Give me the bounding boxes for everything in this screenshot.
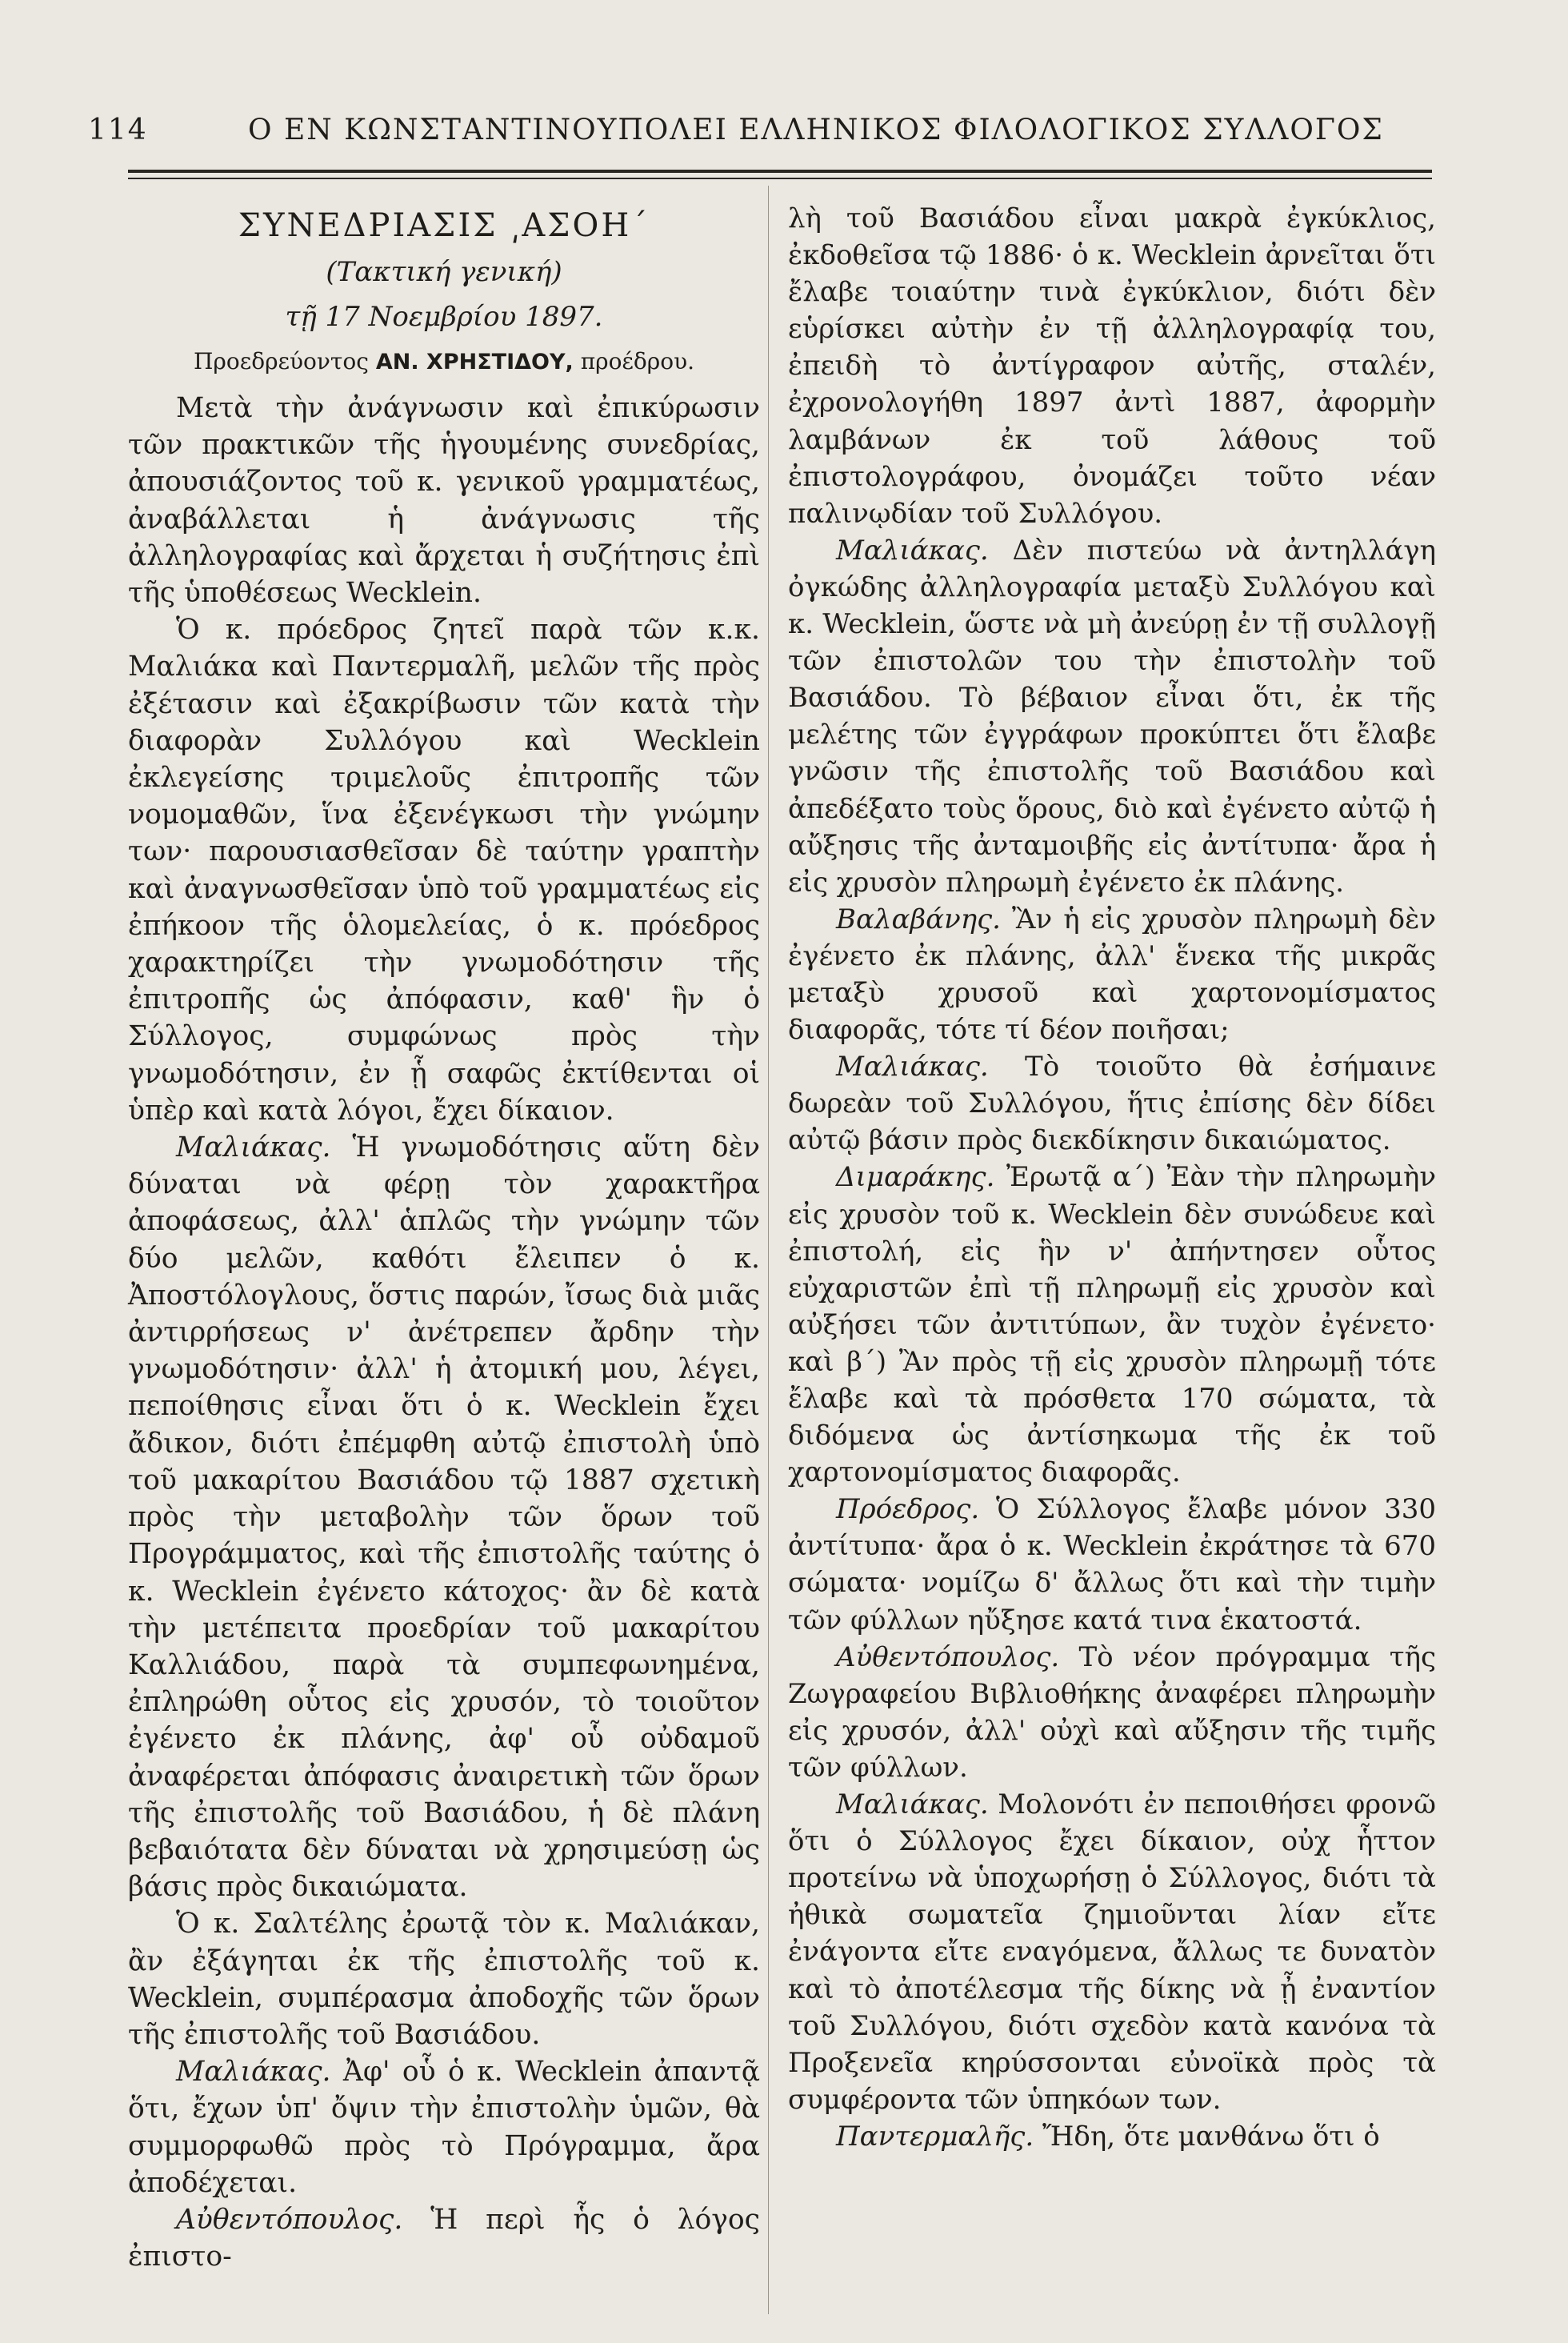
paragraph — [788, 1786, 1436, 2118]
speaker-name: Αὐθεντόπουλος. — [836, 1640, 1060, 1673]
speaker-name: Μαλιάκας. — [176, 1131, 331, 1164]
paragraph — [128, 2201, 760, 2275]
paragraph — [788, 1048, 1436, 1159]
speaker-name: Βαλαβάνης. — [836, 903, 1001, 935]
speech-text: Ἀφ' οὗ ὁ κ. Wecklein ἀπαντᾷ ὅτι, ἔχων ὑπ' ὄψιν τὴν ἐπιστολὴν ὑμῶν, θὰ συμμορφωθῶ πρὸς τὸ Πρόγραμμα, ἄρα ἀποδέχεται. — [128, 2056, 760, 2199]
paragraph — [788, 1159, 1436, 1491]
speaker-name: Αὐθεντόπουλος. — [176, 2203, 403, 2236]
presidency-pre: Προεδρεύοντος — [193, 348, 369, 374]
speaker-name: Μαλιάκας. — [836, 534, 989, 567]
paragraph: Ὁ κ. πρόεδρος ζητεῖ παρὰ τῶν κ.κ. Μαλιάκα καὶ Παντερμαλῆ, μελῶν τῆς πρὸς ἐξέτασιν καὶ ἐξακρίβωσιν τῶν κατὰ τὴν διαφορὰν Συλλόγου καὶ Wecklein ἐκλεγείσης τριμελοῦς ἐπιτροπῆς τῶν νομομαθῶν, ἵνα ἐξενέγκωσι τὴν γνώμην των· παρουσιασθεῖσαν δὲ ταύτην γραπτὴν καὶ ἀναγνωσθεῖσαν ὑπὸ τοῦ γραμματέως εἰς ἐπήκοον τῆς ὁλομελείας, ὁ κ. πρόεδρος χαρακτηρίζει τὴν γνωμοδότησιν τῆς ἐπιτροπῆς ὡς ἀπόφασιν, καθ' ἣν ὁ Σύλλογος, συμφώνως πρὸς τὴν γνωμοδότησιν, ἐν ᾗ σαφῶς ἐκτίθενται οἱ ὑπὲρ καὶ κατὰ λόγοι, ἔχει δίκαιον. — [128, 614, 760, 1127]
column-divider — [768, 186, 769, 2314]
paragraph — [788, 1639, 1436, 1786]
presidency-line — [128, 339, 760, 385]
speech-text: Μολονότι ἐν πεποιθήσει φρονῶ ὅτι ὁ Σύλλογος ἔχει δίκαιον, οὐχ ἧττον προτείνω νὰ ὑποχωρήσῃ ὁ Σύλλογος, διότι τὰ ἠθικὰ σωματεῖα ζημιοῦνται λίαν εἴτε ἐνάγοντα εἴτε εναγόμενα, ἄλλως τε δυνατὸν καὶ τὸ ἀποτέλεσμα τῆς δίκης νὰ ᾖ ἐναντίον τοῦ Συλλόγου, διότι σχεδὸν κατὰ κανόνα τὰ Προξενεῖα κηρύσσονται εὐνοϊκὰ πρὸς τὰ συμφέροντα τῶν ὑπηκόων των. — [788, 1788, 1436, 2116]
speaker-name: Μαλιάκας. — [836, 1788, 989, 1821]
paragraph: Μετὰ τὴν ἀνάγνωσιν καὶ ἐπικύρωσιν τῶν πρακτικῶν τῆς ἡγουμένης συνεδρίας, ἀπουσιάζοντος τοῦ κ. γενικοῦ γραμματέως, ἀναβάλλεται ἡ ἀνάγνωσις τῆς ἀλληλογραφίας καὶ ἄρχεται ἡ συζήτησις ἐπὶ τῆς ὑποθέσεως Wecklein. — [128, 392, 760, 610]
header-rule-thin — [128, 178, 1432, 179]
speech-text: Δὲν πιστεύω νὰ ἀντηλλάγη ὀγκώδης ἀλληλογραφία μεταξὺ Συλλόγου καὶ κ. Wecklein, ὥστε νὰ μὴ ἀνεύρῃ ἐν τῇ συλλογῇ τῶν ἐπιστολῶν του τὴν ἐπιστολὴν τοῦ Βασιάδου. Τὸ βέβαιον εἶναι ὅτι, ἐκ τῆς μελέτης τῶν ἐγγράφων προκύπτει ὅτι ἔλαβε γνῶσιν τῆς ἐπιστολῆς τοῦ Βασιάδου καὶ ἀπεδέξατο τοὺς ὅρους, διὸ καὶ ἐγένετο αὐτῷ ἡ αὔξησις τῆς ἀνταμοιβῆς εἰς ἀντίτυπα· ἄρα ἡ εἰς χρυσὸν πληρωμὴ ἐγένετο ἐκ πλάνης. — [788, 534, 1436, 899]
left-column — [128, 200, 760, 2275]
session-date: τῇ 17 Νοεμβρίου 1897. — [285, 301, 603, 333]
speech-text: Ἡ γνωμοδότησις αὕτη δὲν δύναται νὰ φέρῃ τὸν χαρακτῆρα ἀποφάσεως, ἀλλ' ἁπλῶς τὴν γνώμην τῶν δύο μελῶν, καθότι ἔλειπεν ὁ κ. Ἀποστόλογλους, ὅστις παρών, ἴσως διὰ μιᾶς ἀντιρρήσεως ν' ἀνέτρεπεν ἄρδην τὴν γνωμοδότησιν· ἀλλ' ἡ ἀτομική μου, λέγει, πεποίθησις εἶναι ὅτι ὁ κ. Wecklein ἔχει ἄδικον, διότι ἐπέμφθη αὐτῷ ἐπιστολὴ ὑπὸ τοῦ μακαρίτου Βασιάδου τῷ 1887 σχετικὴ πρὸς τὴν μεταβολὴν τῶν ὅρων τοῦ Προγράμματος, καὶ τῆς ἐπιστολῆς ταύτης ὁ κ. Wecklein ἐγένετο κάτοχος· ἂν δὲ κατὰ τὴν μετέπειτα προεδρίαν τοῦ μακαρίτου Καλλιάδου, παρὰ τὰ συμπεφωνημένα, ἐπληρώθη οὗτος εἰς χρυσόν, τὸ τοιοῦτον ἐγένετο ἐκ πλάνης, ἀφ' οὗ οὐδαμοῦ ἀναφέρεται ἀπόφασις ἀναιρετικὴ τῶν ὅρων τῆς ἐπιστολῆς τοῦ Βασιάδου, ἡ δὲ πλάνη βεβαιότατα δὲν δύναται νὰ χρησιμεύσῃ ὡς βάσις πρὸς δικαιώματα. — [128, 1131, 761, 1904]
paragraph — [788, 901, 1436, 1048]
speech-text: Τὸ τοιοῦτο θὰ ἐσήμαινε δωρεὰν τοῦ Συλλόγου, ἥτις ἐπίσης δὲν δίδει αὐτῷ βάσιν πρὸς διεκδίκησιν δικαιώματος. — [788, 1051, 1436, 1157]
session-subheading: (Τακτική γενική) — [326, 256, 562, 288]
speech-text: Ὁ Σύλλογος ἔλαβε μόνον 330 ἀντίτυπα· ἄρα ὁ κ. Wecklein ἐκράτησε τὰ 670 σώματα· νομίζω δ' ἄλλως ὅτι καὶ τὴν τιμὴν τῶν φύλλων ηὔξησε κατά τινα ἑκατοστά. — [788, 1493, 1437, 1636]
speech-text: Τὸ νέον πρόγραμμα τῆς Ζωγραφείου Βιβλιοθήκης ἀναφέρει πληρωμὴν εἰς χρυσόν, ἀλλ' οὐχὶ καὶ αὔξησιν τῆς τιμῆς τῶν φύλλων. — [788, 1640, 1436, 1784]
paragraph — [788, 1491, 1436, 1638]
speech-text: Ἡ περὶ ἧς ὁ λόγος ἐπιστο- — [128, 2203, 760, 2273]
speaker-name: Διμαράκης. — [836, 1161, 995, 1194]
speech-text: Ἤδη, ὅτε μανθάνω ὅτι ὁ — [1042, 2120, 1380, 2153]
presidency-post: προέδρου. — [580, 348, 695, 374]
right-column — [788, 200, 1436, 2155]
page-number: 114 — [88, 114, 148, 146]
speaker-name: Πρόεδρος. — [836, 1493, 980, 1526]
president-name: ΑΝ. ΧΡΗΣΤΙΔΟΥ, — [375, 350, 574, 374]
paragraph — [788, 2118, 1436, 2155]
speech-text: Ἂν ἡ εἰς χρυσὸν πληρωμὴ δὲν ἐγένετο ἐκ πλάνης, ἀλλ' ἕνεκα τῆς μικρᾶς μεταξὺ χρυσοῦ καὶ χαρτονομίσματος διαφορᾶς, τότε τί δέον ποιῆσαι; — [788, 903, 1436, 1047]
paragraph — [128, 2053, 760, 2201]
paragraph: Ὁ κ. Σαλτέλης ἐρωτᾷ τὸν κ. Μαλιάκαν, ἂν ἐξάγηται ἐκ τῆς ἐπιστολῆς τοῦ κ. Wecklein, συμπέρασμα ἀποδοχῆς τῶν ὅρων τῆς ἐπιστολῆς τοῦ Βασιάδου. — [128, 1908, 760, 2051]
session-heading: ΣΥΝΕΔΡΙΑΣΙΣ ͵ΑΣΟΗ΄ — [238, 207, 650, 244]
paragraph — [128, 1129, 760, 1905]
paragraph — [788, 532, 1436, 901]
speaker-name: Μαλιάκας. — [836, 1051, 989, 1083]
speech-text: Ἐρωτᾷ α΄) Ἐὰν τὴν πληρωμὴν εἰς χρυσὸν τοῦ κ. Wecklein δὲν συνώδευε καὶ ἐπιστολή, εἰς ἣν ν' ἀπήντησεν οὗτος εὐχαριστῶν ἐπὶ τῇ πληρωμῇ εἰς χρυσὸν καὶ αὐξήσει τῶν ἀντιτύπων, ἂν τυχὸν ἐγένετο· καὶ β΄) Ἂν πρὸς τῇ εἰς χρυσὸν πληρωμῇ τότε ἔλαβε καὶ τὰ πρόσθετα 170 σώματα, τὰ διδόμενα ὡς ἀντίσηκωμα τῆς ἐκ τοῦ χαρτονομίσματος διαφορᾶς. — [788, 1161, 1436, 1489]
running-title: Ο ΕΝ ΚΩΝΣΤΑΝΤΙΝΟΥΠΟΛΕΙ ΕΛΛΗΝΙΚΟΣ ΦΙΛΟΛΟΓΙΚΟΣ ΣΥΛΛΟΓΟΣ — [248, 114, 1384, 146]
paragraph: λὴ τοῦ Βασιάδου εἶναι μακρὰ ἐγκύκλιος, ἐκδοθεῖσα τῷ 1886· ὁ κ. Wecklein ἀρνεῖται ὅτι ἔλαβε τοιαύτην τινὰ ἐγκύκλιον, διότι δὲν εὑρίσκει αὐτὴν ἐν τῇ ἀλληλογραφίᾳ του, ἐπειδὴ τὸ ἀντίγραφον αὐτῆς, σταλέν, ἐχρονολογήθη 1897 ἀντὶ 1887, ἀφορμὴν λαμβάνων ἐκ τοῦ λάθους τοῦ ἐπιστολογράφου, ὀνομάζει τοῦτο νέαν παλινῳδίαν τοῦ Συλλόγου. — [788, 202, 1436, 530]
header-rule-thick — [128, 170, 1432, 173]
speaker-name: Παντερμαλῆς. — [836, 2120, 1034, 2153]
speaker-name: Μαλιάκας. — [176, 2056, 331, 2089]
